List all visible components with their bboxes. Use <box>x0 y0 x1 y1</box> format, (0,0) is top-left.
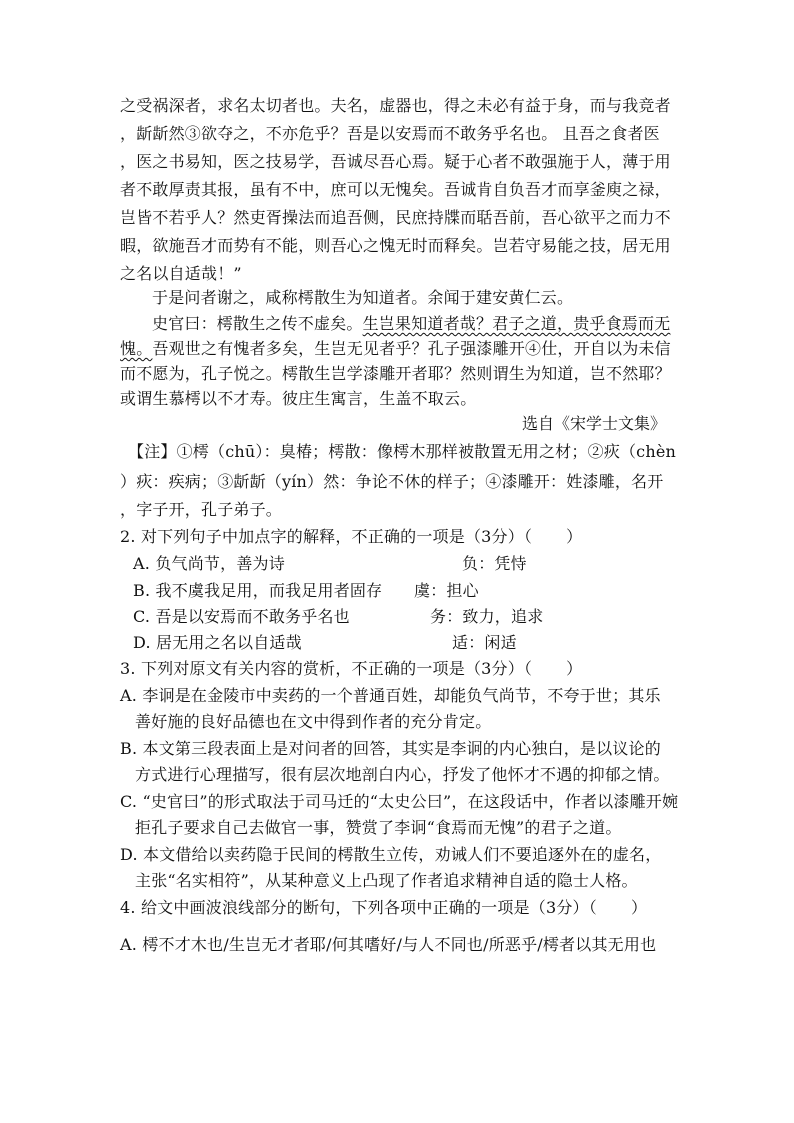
option-b: B. 本文第三段表面上是对问者的回答，其实是李诇的内心独白，是以议论的 <box>120 739 661 758</box>
passage-line: 或谓生慕樗以不才寿。彼庄生寓言，生盖不取云。 <box>120 389 477 408</box>
option-a-gloss: 负：凭恃 <box>462 554 527 573</box>
passage-paragraph <box>152 314 670 334</box>
passage-line: 之受祸深者，求名太切者也。夫名，虚器也，得之未必有益于身，而与我竞者 <box>120 96 671 115</box>
passage-line <box>120 339 671 359</box>
passage-paragraph: 于是问者谢之，咸称樗散生为知道者。余闻于建安黄仁云。 <box>152 288 574 307</box>
passage-line: ，医之书易知，医之技易学，吾诚尽吾心焉。疑于心者不敢强施于人，薄于用 <box>120 152 671 171</box>
source-citation: 选自《宋学士文集》 <box>521 414 666 433</box>
option-a: A. 李诇是在金陵市中卖药的一个普通百姓，却能负气尚节，不夸于世；其乐 <box>120 686 661 705</box>
option-a: A. 樗不才木也/生岂无才者耶/何其嗜好/与人不同也/所恶乎/樗者以其无用也 <box>120 935 657 954</box>
option-c: C. 吾是以安焉而不敢务乎名也 <box>133 607 350 626</box>
notes-line: ）疢：疾病；③龂龂（yín）然：争论不休的样子；④漆雕开：姓漆雕，名开 <box>120 472 664 491</box>
passage-line: 之名以自适哉！” <box>120 264 242 283</box>
option-d-cont: 主张“名实相符”，从某种意义上凸现了作者追求精神自适的隐士人格。 <box>135 871 638 890</box>
passage-line: 而不愿为，孔子悦之。樗散生岂学漆雕开者耶？然则谓生为知道，岂不然耶？ <box>120 364 671 383</box>
notes-line: ，字子开，孔子弟子。 <box>120 500 283 519</box>
option-d: D. 本文借给以卖药隐于民间的樗散生立传，劝诫人们不要追逐外在的虚名， <box>120 845 662 864</box>
question-stem: 3. 下列对原文有关内容的赏析，不正确的一项是（3分）（ ） <box>120 659 583 678</box>
notes-line: 【注】①樗（chū）：臭椿；樗散：像樗木那样被散置无用之材；②疢（chèn <box>128 442 677 461</box>
option-a: A. 负气尚节，善为诗 <box>133 554 285 573</box>
passage-text: 史官曰：樗散生之传不虚矣。 <box>152 314 363 333</box>
wavy-underlined-text: 愧。 <box>120 339 153 358</box>
passage-line: 者不敢厚责其报，虽有不中，庶可以无愧矣。吾诚肯自负吾才而享釜庾之禄， <box>120 180 671 199</box>
option-a-cont: 善好施的良好品德也在文中得到作者的充分肯定。 <box>135 712 492 731</box>
passage-line: 岂皆不若乎人？然吏胥操法而追吾侧，民庶持牒而聒吾前，吾心欲平之而力不 <box>120 208 671 227</box>
passage-line: ，龂龂然③欲夺之，不亦危乎？吾是以安焉而不敢务乎名也。 且吾之食者医 <box>120 124 660 143</box>
option-b-gloss: 虞：担心 <box>414 581 479 600</box>
option-b: B. 我不虞我足用，而我足用者固存 <box>133 581 383 600</box>
passage-line: 暇，欲施吾才而势有不能，则吾心之愧无时而释矣。岂若守易能之技，居无用 <box>120 236 671 255</box>
option-c-gloss: 务：致力，追求 <box>430 607 544 626</box>
wavy-underlined-text: 生岂果知道者哉？君子之道，贵乎食焉而无 <box>362 314 671 333</box>
question-stem: 2. 对下列句子中加点字的解释，不正确的一项是（3分）（ ） <box>120 527 583 546</box>
option-b-cont: 方式进行心理描写，很有层次地剖白内心，抒发了他怀才不遇的抑郁之情。 <box>135 765 670 784</box>
option-c-cont: 拒孔子要求自己去做官一事，赞赏了李诇“食焉而无愧”的君子之道。 <box>135 818 622 837</box>
option-c: C. “史官曰”的形式取法于司马迁的“太史公曰”，在这段话中，作者以漆雕开婉 <box>120 792 679 811</box>
option-d-gloss: 适：闲适 <box>452 633 517 652</box>
option-d: D. 居无用之名以自适哉 <box>133 633 302 652</box>
passage-text: 吾观世之有愧者多矣，生岂无见者乎？孔子强漆雕开④仕，开自以为未信 <box>152 339 671 358</box>
question-stem: 4. 给文中画波浪线部分的断句，下列各项中正确的一项是（3分）（ ） <box>120 898 648 917</box>
